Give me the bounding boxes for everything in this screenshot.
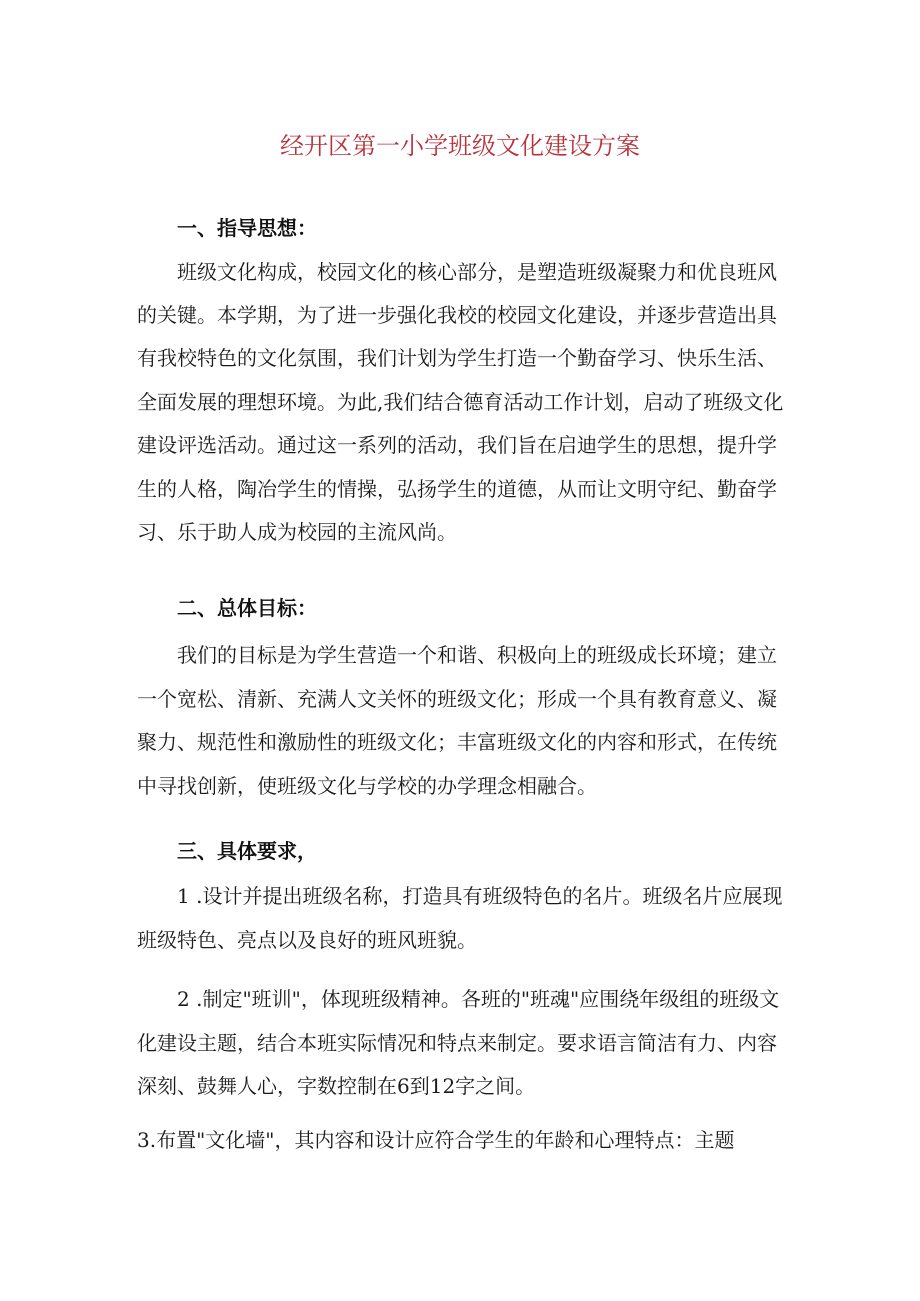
- section-heading-guiding-ideology: 一、指导思想：: [177, 216, 317, 240]
- requirement-item-3-line: 3.布置"文化墙"，其内容和设计应符合学生的年龄和心理特点：主题: [137, 1128, 735, 1152]
- requirement-item-2-line: 2 .制定"班训"，体现班级精神。各班的"班魂"应围绕年级组的班级文: [177, 987, 780, 1011]
- paragraph-line: 班级文化构成，校园文化的核心部分，是塑造班级凝聚力和优良班风: [177, 260, 777, 284]
- paragraph-line: 有我校特色的文化氛围，我们计划为学生打造一个勤奋学习、快乐生活、: [137, 346, 777, 370]
- paragraph-line: 我们的目标是为学生营造一个和谐、积极向上的班级成长环境；建立: [177, 643, 777, 667]
- paragraph-line: 建设评选活动。通过这一系列的活动，我们旨在启迪学生的思想，提升学: [137, 433, 777, 457]
- section-heading-specific-requirements: 三、具体要求，: [177, 839, 317, 863]
- document-title: 经开区第一小学班级文化建设方案: [280, 132, 640, 160]
- paragraph-line: 习、乐于助人成为校园的主流风尚。: [137, 520, 457, 544]
- paragraph-line: 的关键。本学期，为了进一步强化我校的校园文化建设，并逐步营造出具: [137, 303, 777, 327]
- requirement-item-1-line: 1 .设计并提出班级名称，打造具有班级特色的名片。班级名片应展现: [177, 884, 783, 908]
- paragraph-line: 生的人格，陶冶学生的情操，弘扬学生的道德，从而让文明守纪、勤奋学: [137, 477, 777, 501]
- paragraph-line: 聚力、规范性和激励性的班级文化；丰富班级文化的内容和形式，在传统: [137, 730, 777, 754]
- requirement-item-2-line: 化建设主题，结合本班实际情况和特点来制定。要求语言简洁有力、内容: [137, 1031, 777, 1055]
- requirement-item-1-line: 班级特色、亮点以及良好的班风班貌。: [137, 928, 477, 952]
- paragraph-line: 全面发展的理想环境。为此,我们结合德育活动工作计划，启动了班级文化: [137, 390, 784, 414]
- paragraph-line: 一个宽松、清新、充满人文关怀的班级文化；形成一个具有教育意义、凝: [137, 687, 777, 711]
- section-heading-overall-goals: 二、总体目标：: [177, 596, 317, 620]
- paragraph-line: 中寻找创新，使班级文化与学校的办学理念相融合。: [137, 774, 597, 798]
- requirement-item-2-line: 深刻、鼓舞人心，字数控制在6到12字之间。: [137, 1074, 536, 1098]
